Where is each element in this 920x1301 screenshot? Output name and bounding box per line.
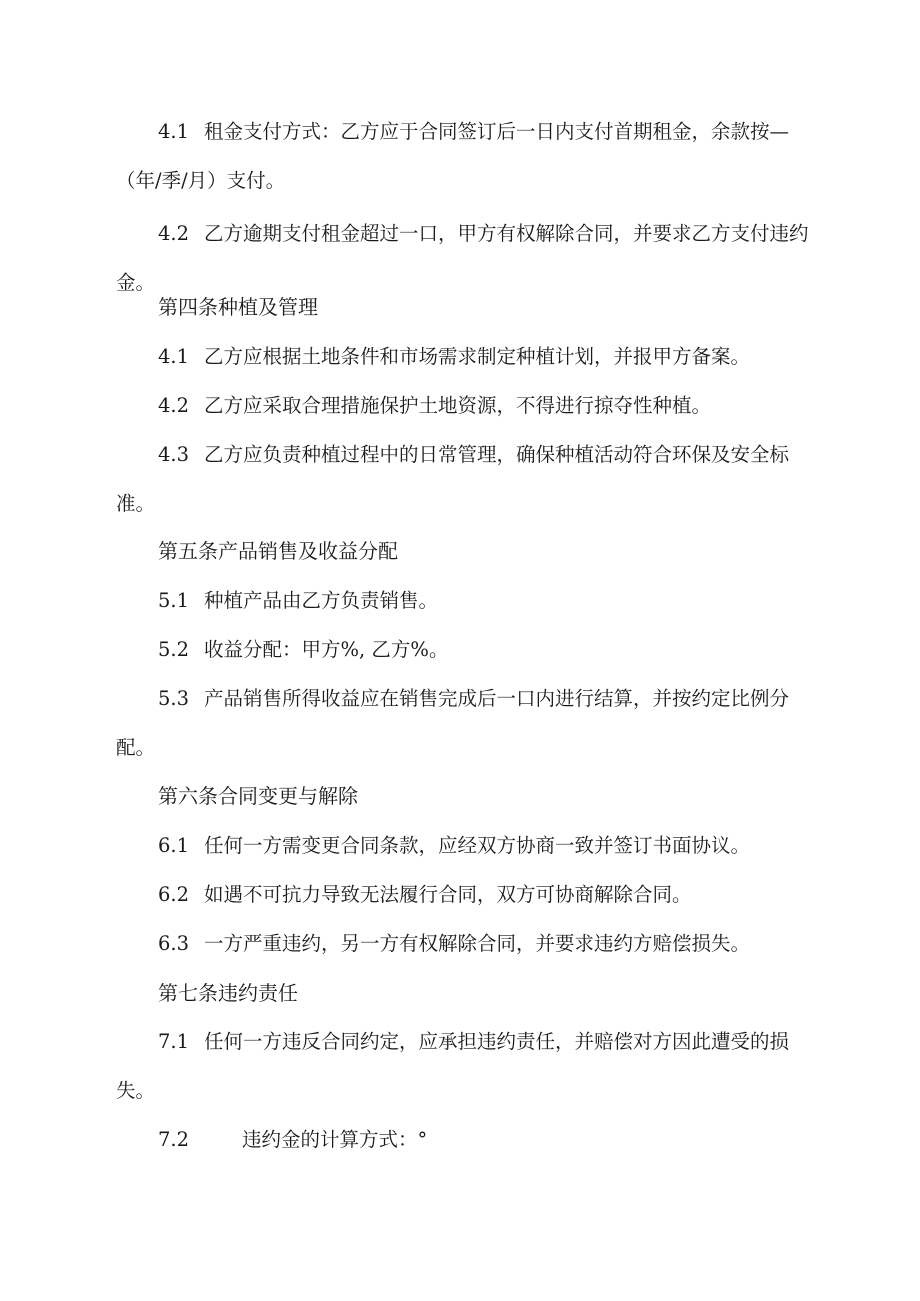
section-7-item-1 bbox=[116, 1017, 814, 1115]
section-6-item-2 bbox=[116, 870, 814, 919]
section-5-item-3 bbox=[116, 674, 814, 772]
clause-text: 收益分配：甲方%, 乙方%。 bbox=[204, 638, 449, 661]
clause-text: 任何一方违反合同约定，应承担违约责任，并赔偿对方因此遭受的损失。 bbox=[116, 1030, 790, 1102]
clause-number: 4.1 bbox=[158, 120, 190, 143]
clause-number: 4.3 bbox=[158, 443, 190, 466]
section-4-title: 第四条种植及管理 bbox=[158, 295, 318, 319]
clause-number: 7.2 bbox=[158, 1128, 190, 1151]
section-7-title: 第七条违约责任 bbox=[158, 981, 298, 1005]
clause-text: 一方严重违约，另一方有权解除合同，并要求违约方赔偿损失。 bbox=[204, 932, 751, 955]
section-7-item-2 bbox=[116, 1115, 814, 1164]
clause-text: 种植产品由乙方负责销售。 bbox=[204, 589, 439, 612]
clause-text: 如遇不可抗力导致无法履行合同，双方可协商解除合同。 bbox=[204, 883, 692, 906]
section-4-item-3 bbox=[116, 430, 814, 528]
clause-number: 7.1 bbox=[158, 1030, 190, 1053]
section-6-item-1 bbox=[116, 821, 814, 870]
clause-text: 乙方逾期支付租金超过一口，甲方有权解除合同，并要求乙方支付违约金。 bbox=[116, 222, 809, 294]
clause-text: 租金支付方式：乙方应于合同签订后一日内支付首期租金，余款按—（年/季/月）支付。 bbox=[116, 120, 790, 192]
clause-number: 6.2 bbox=[158, 883, 190, 906]
clause-text: 产品销售所得收益应在销售完成后一口内进行结算，并按约定比例分配。 bbox=[116, 687, 790, 759]
clause-text: 乙方应根据土地条件和市场需求制定种植计划，并报甲方备案。 bbox=[204, 345, 751, 368]
clause-text: 乙方应负责种植过程中的日常管理，确保种植活动符合环保及安全标准。 bbox=[116, 443, 790, 515]
clause-number: 5.2 bbox=[158, 638, 190, 661]
section-4-item-1 bbox=[116, 332, 814, 381]
section-5-item-2 bbox=[116, 625, 814, 674]
clause-number: 4.1 bbox=[158, 345, 190, 368]
clause-text: 违约金的计算方式：° bbox=[242, 1128, 428, 1151]
clause-number: 5.3 bbox=[158, 687, 190, 710]
clause-number: 6.1 bbox=[158, 834, 190, 857]
clause-text: 任何一方需变更合同条款，应经双方协商一致并签订书面协议。 bbox=[204, 834, 751, 857]
clause-number: 4.2 bbox=[158, 394, 190, 417]
clause-text: 乙方应采取合理措施保护土地资源，不得进行掠夺性种植。 bbox=[204, 394, 712, 417]
clause-number: 6.3 bbox=[158, 932, 190, 955]
section-6-title: 第六条合同变更与解除 bbox=[158, 784, 358, 808]
section-4-item-2 bbox=[116, 381, 814, 430]
clause-4-1-payment bbox=[116, 107, 814, 205]
clause-number: 5.1 bbox=[158, 589, 190, 612]
section-6-item-3 bbox=[116, 919, 814, 968]
clause-number: 4.2 bbox=[158, 222, 190, 245]
section-5-title: 第五条产品销售及收益分配 bbox=[158, 539, 398, 563]
section-5-item-1 bbox=[116, 576, 814, 625]
